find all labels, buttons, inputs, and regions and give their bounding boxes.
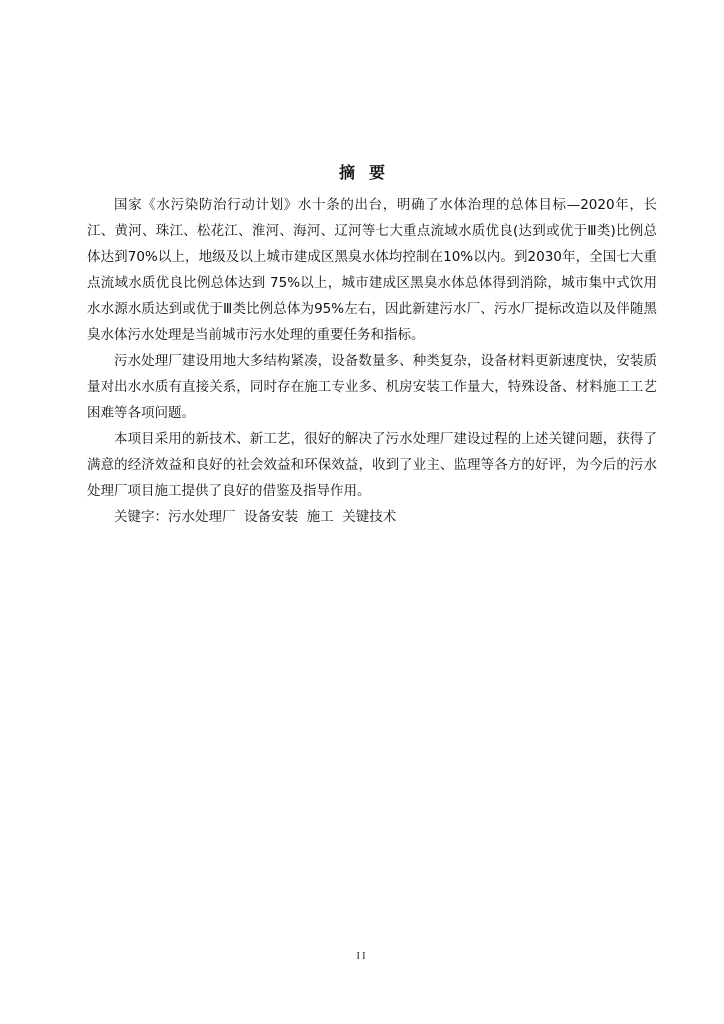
abstract-paragraph-2: 污水处理厂建设用地大多结构紧凑，设备数量多、种类复杂，设备材料更新速度快，安装质量对出水水质有直接关系，同时存在施工专业多、机房安装工作量大，特殊设备、材料施工工艺困难等各项问题。 <box>87 353 657 421</box>
keywords-label: 关键字： <box>114 509 168 525</box>
keywords-line <box>87 504 657 530</box>
keywords-value: 污水处理厂 设备安装 施工 关键技术 <box>168 509 397 525</box>
abstract-paragraph-1: 国家《水污染防治行动计划》水十条的出台，明确了水体治理的总体目标—2020年，长江、黄河、珠江、松花江、淮河、海河、辽河等七大重点流域水质优良(达到或优于Ⅲ类)比例总体达到70%以上，地级及以上城市建成区黑臭水体均控制在10%以内。到2030年，全国七大重点流域水质优良比例总体达到 75%以上，城市建成区黑臭水体总体得到消除，城市集中式饮用水水源水质达到或优于Ⅲ类比例总体为95%左右，因此新建污水厂、污水厂提标改造以及伴随黑臭水体污水处理是当前城市污水处理的重要任务和指标。 <box>87 197 657 343</box>
abstract-title: 摘要 <box>338 163 399 182</box>
page-number: II <box>356 950 368 962</box>
abstract-body <box>87 192 657 530</box>
abstract-paragraph-3: 本项目采用的新技术、新工艺，很好的解决了污水处理厂建设过程的上述关键问题，获得了满意的经济效益和良好的社会效益和环保效益，收到了业主、监理等各方的好评，为今后的污水处理厂项目施工提供了良好的借鉴及指导作用。 <box>87 431 657 499</box>
